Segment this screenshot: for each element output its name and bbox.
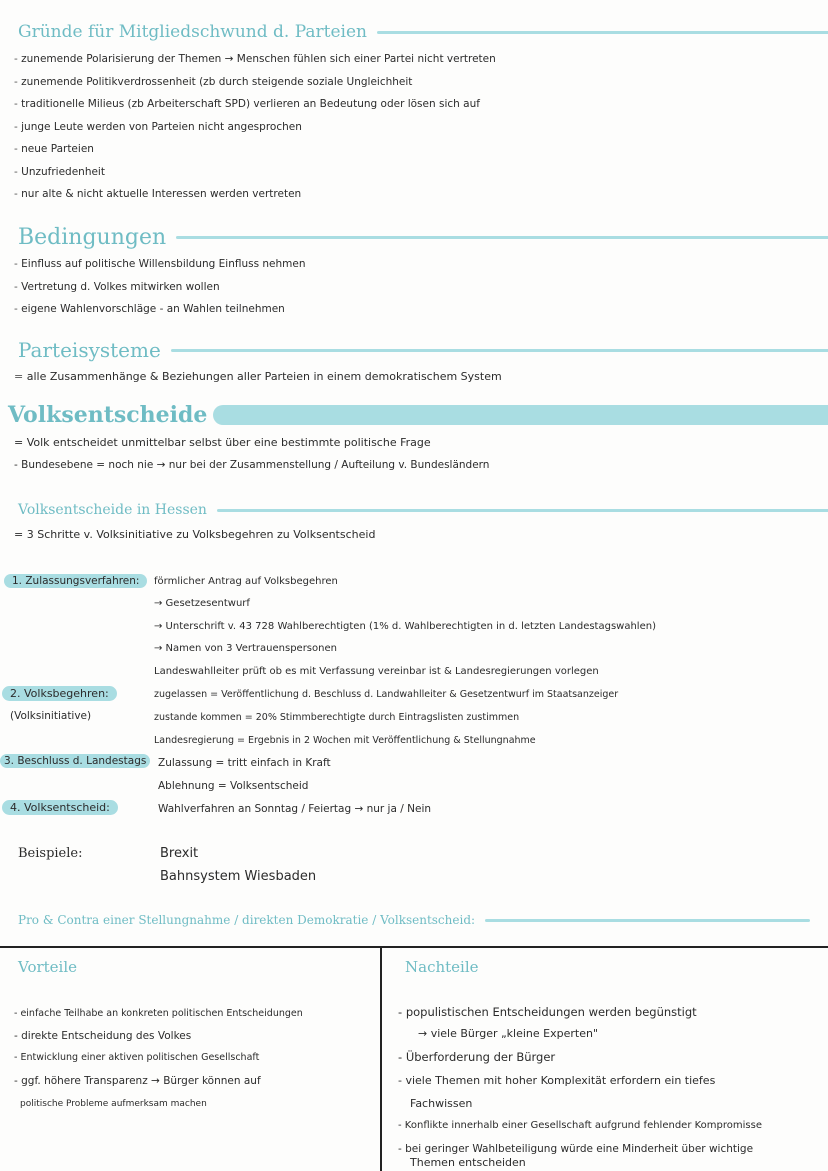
- heading-line: [377, 31, 828, 34]
- contra-item: - populistischen Entscheidungen werden begünstigt: [398, 1005, 697, 1019]
- bund-text: Bundesebene = noch nie → nur bei der Zusammenstellung / Aufteilung v. Bundesländern: [21, 459, 490, 471]
- volksentscheide-bund: - Bundesebene = noch nie → nur bei der Zusammenstellung / Aufteilung v. Bundesländern: [14, 459, 490, 471]
- list-item: - zunemende Politikverdrossenheit (zb durch steigende soziale Ungleichheit: [14, 71, 496, 94]
- example-item: Bahnsystem Wiesbaden: [160, 869, 317, 884]
- heading-gruende: [18, 22, 828, 42]
- table-divider: [380, 946, 382, 1171]
- step2-line: Landesregierung = Ergebnis in 2 Wochen mit Veröffentlichung & Stellungnahme: [154, 735, 536, 746]
- step1-label: 1. Zulassungsverfahren:: [4, 574, 147, 588]
- list-item: - junge Leute werden von Parteien nicht angesprochen: [14, 116, 496, 139]
- contra-item: - bei geringer Wahlbeteiligung würde eine Minderheit über wichtige: [398, 1143, 754, 1155]
- step4-label: 4. Volksentscheid:: [2, 800, 118, 815]
- contra-item: Themen entscheiden: [410, 1156, 526, 1169]
- step2-line: zugelassen = Veröffentlichung d. Beschluss d. Landwahlleiter & Gesetzentwurf im Staatsanzeiger: [154, 689, 619, 700]
- heading-volksentscheide-text: Volksentscheide: [8, 402, 208, 428]
- list-item: - Vertretung d. Volkes mitwirken wollen: [14, 276, 306, 299]
- example-item: Brexit: [160, 846, 199, 861]
- step2-line: zustande kommen = 20% Stimmberechtigte durch Eintragslisten zustimmen: [154, 712, 520, 723]
- contra-item: - Konflikte innerhalb einer Gesellschaft aufgrund fehlender Kompromisse: [398, 1120, 762, 1131]
- step2-sub: (Volksinitiative): [10, 710, 92, 722]
- heading-bedingungen: [18, 225, 828, 250]
- pro-item: politische Probleme aufmerksam machen: [20, 1099, 207, 1109]
- step3-line: Zulassung = tritt einfach in Kraft: [158, 757, 331, 769]
- list-item: = alle Zusammenhänge & Beziehungen aller Parteien in einem demokratischem System: [14, 366, 502, 389]
- heading-line: [217, 509, 828, 512]
- heading-line: [176, 236, 828, 239]
- heading-line: [171, 349, 828, 352]
- contra-item: Fachwissen: [410, 1097, 473, 1110]
- heading-bedingungen-text: Bedingungen: [18, 225, 167, 250]
- contra-title: Nachteile: [405, 958, 479, 976]
- intro-text: 3 Schritte v. Volksinitiative zu Volksbegehren zu Volksentscheid: [26, 528, 376, 541]
- examples-label: Beispiele:: [18, 846, 83, 861]
- table-top-border: [0, 946, 828, 948]
- step1-line: → Gesetzesentwurf: [154, 598, 250, 609]
- list-item: - neue Parteien: [14, 138, 496, 161]
- heading-volksentscheide: [8, 402, 828, 428]
- list-bedingungen: [14, 253, 306, 321]
- step3-line: Ablehnung = Volksentscheid: [158, 780, 309, 792]
- contra-item: - viele Themen mit hoher Komplexität erfordern ein tiefes: [398, 1074, 716, 1087]
- step3-label: 3. Beschluss d. Landestags: [0, 754, 150, 768]
- list-item: - Einfluss auf politische Willensbildung Einfluss nehmen: [14, 253, 306, 276]
- step1-line: → Namen von 3 Vertrauenspersonen: [154, 643, 337, 654]
- contra-item: → viele Bürger „kleine Experten": [418, 1027, 599, 1040]
- list-gruende: [14, 48, 496, 206]
- definition-text: Volk entscheidet unmittelbar selbst über eine bestimmte politische Frage: [26, 436, 431, 449]
- step2-label: 2. Volksbegehren:: [2, 686, 117, 701]
- heading-line: [485, 919, 810, 922]
- pro-item: - einfache Teilhabe an konkreten politischen Entscheidungen: [14, 1008, 303, 1019]
- step1-line: förmlicher Antrag auf Volksbegehren: [154, 576, 338, 587]
- heading-procontra: [18, 913, 810, 927]
- heading-parteisysteme: [18, 338, 828, 362]
- hessen-intro: = 3 Schritte v. Volksinitiative zu Volksbegehren zu Volksentscheid: [14, 528, 376, 541]
- list-item: - eigene Wahlenvorschläge - an Wahlen teilnehmen: [14, 298, 306, 321]
- heading-hessen-text: Volksentscheide in Hessen: [18, 502, 207, 518]
- volksentscheide-definition: = Volk entscheidet unmittelbar selbst über eine bestimmte politische Frage: [14, 436, 431, 449]
- step1-line: Landeswahlleiter prüft ob es mit Verfassung vereinbar ist & Landesregierungen vorlegen: [154, 666, 599, 677]
- list-item: - Unzufriedenheit: [14, 161, 496, 184]
- list-item: - zunemende Polarisierung der Themen → Menschen fühlen sich einer Partei nicht vertreten: [14, 48, 496, 71]
- heading-gruende-text: Gründe für Mitgliedschwund d. Parteien: [18, 22, 367, 42]
- list-parteisysteme: [14, 366, 502, 389]
- pro-title: Vorteile: [18, 958, 78, 976]
- step1-line: → Unterschrift v. 43 728 Wahlberechtigten (1% d. Wahlberechtigten in d. letzten Landestagswahlen): [154, 621, 656, 632]
- pro-item: - Entwicklung einer aktiven politischen Gesellschaft: [14, 1052, 260, 1063]
- heading-procontra-text: Pro & Contra einer Stellungnahme / direkten Demokratie / Volksentscheid:: [18, 913, 476, 927]
- pro-item: - ggf. höhere Transparenz → Bürger können auf: [14, 1075, 261, 1087]
- contra-item: - Überforderung der Bürger: [398, 1050, 556, 1064]
- heading-parteisysteme-text: Parteisysteme: [18, 338, 161, 362]
- heading-bar: [213, 405, 828, 425]
- heading-hessen: [18, 502, 828, 518]
- step4-line: Wahlverfahren an Sonntag / Feiertag → nur ja / Nein: [158, 803, 432, 815]
- list-item: - traditionelle Milieus (zb Arbeiterschaft SPD) verlieren an Bedeutung oder lösen sich auf: [14, 93, 496, 116]
- pro-item: - direkte Entscheidung des Volkes: [14, 1030, 192, 1042]
- list-item: - nur alte & nicht aktuelle Interessen werden vertreten: [14, 183, 496, 206]
